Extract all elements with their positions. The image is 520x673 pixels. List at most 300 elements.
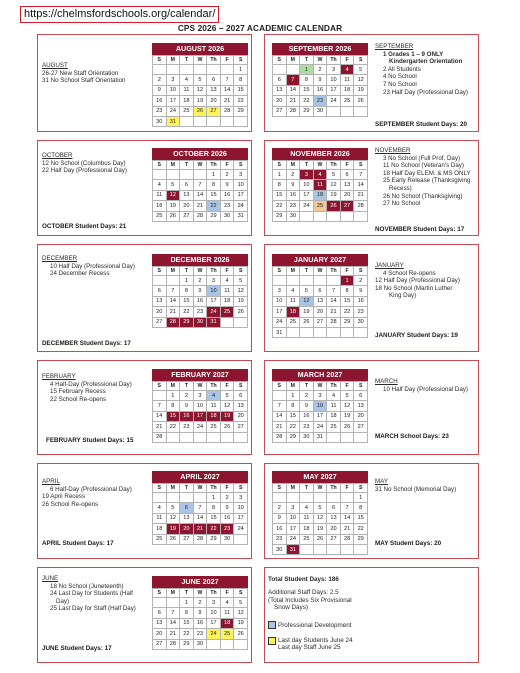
day-cell: 11 — [153, 513, 167, 523]
empty-day-cell — [220, 317, 234, 327]
day-cell: 21 — [193, 524, 207, 534]
day-cell: 25 — [286, 317, 300, 327]
day-cell: 3 — [300, 170, 314, 180]
day-cell: 26 — [193, 106, 207, 116]
student-days-september: SEPTEMBER Student Days: 20 — [375, 121, 468, 128]
weekday-label: S — [153, 56, 167, 65]
day-cell: 19 — [327, 190, 341, 200]
calendar-april-2027 — [152, 471, 248, 545]
day-cell: 3 — [327, 65, 341, 75]
weekday-label: S — [153, 382, 167, 391]
calendar-august-2026 — [152, 43, 248, 127]
empty-day-cell — [273, 65, 287, 75]
day-cell: 8 — [207, 503, 221, 513]
note-line: 27 No School — [383, 200, 421, 208]
day-cell: 28 — [340, 534, 354, 544]
month-header: FEBRUARY 2027 — [152, 369, 248, 381]
calendar-january-2027 — [272, 254, 368, 338]
day-cell: 12 — [234, 608, 248, 618]
empty-day-cell — [193, 65, 207, 75]
empty-day-cell — [354, 432, 368, 442]
day-cell: 21 — [220, 96, 234, 106]
empty-day-cell — [180, 432, 194, 442]
week-row — [153, 411, 248, 421]
empty-day-cell — [180, 116, 194, 126]
month-grid — [272, 55, 368, 117]
day-cell: 12 — [166, 513, 180, 523]
page-title: CPS 2026 – 2027 ACADEMIC CALENDAR — [177, 23, 343, 33]
weekday-label: T — [180, 267, 194, 276]
week-row — [273, 211, 368, 221]
day-cell: 7 — [273, 401, 287, 411]
month-grid — [152, 160, 248, 222]
day-cell: 13 — [180, 513, 194, 523]
note-line: King Day) — [389, 292, 417, 300]
week-row — [153, 629, 248, 639]
legend-last-day — [278, 637, 353, 652]
day-cell: 16 — [354, 296, 368, 306]
day-cell: 15 — [354, 513, 368, 523]
day-cell: 17 — [327, 85, 341, 95]
day-cell: 9 — [180, 401, 194, 411]
week-row — [273, 170, 368, 180]
day-cell: 19 — [220, 411, 234, 421]
empty-day-cell — [286, 65, 300, 75]
day-cell: 27 — [340, 201, 354, 211]
month-grid — [152, 55, 248, 127]
notes-december-head: DECEMBER — [42, 255, 78, 262]
weekday-label: T — [300, 161, 314, 170]
day-cell: 28 — [354, 201, 368, 211]
weekday-label: F — [220, 589, 234, 598]
notes-november-head: NOVEMBER — [375, 147, 411, 154]
weekday-label: S — [153, 589, 167, 598]
day-cell: 23 — [220, 524, 234, 534]
weekday-label: T — [300, 56, 314, 65]
student-days-january: JANUARY Student Days: 19 — [375, 332, 458, 339]
weekday-label: S — [273, 484, 287, 493]
empty-day-cell — [193, 432, 207, 442]
month-grid — [272, 266, 368, 338]
day-cell: 22 — [207, 201, 221, 211]
empty-day-cell — [193, 116, 207, 126]
day-cell: 22 — [166, 422, 180, 432]
day-cell: 2 — [313, 65, 327, 75]
day-cell: 14 — [327, 296, 341, 306]
month-header: AUGUST 2026 — [152, 43, 248, 55]
day-cell: 5 — [354, 65, 368, 75]
day-cell: 29 — [354, 534, 368, 544]
empty-day-cell — [234, 317, 248, 327]
week-row — [273, 544, 368, 554]
weekday-label: S — [273, 382, 287, 391]
weekday-label: T — [300, 267, 314, 276]
day-cell: 18 — [327, 411, 341, 421]
calendar-may-2027 — [272, 471, 368, 555]
month-grid — [152, 381, 248, 443]
day-cell: 28 — [220, 106, 234, 116]
day-cell: 30 — [273, 544, 287, 554]
empty-day-cell — [153, 65, 167, 75]
day-cell: 17 — [193, 411, 207, 421]
day-cell: 15 — [273, 190, 287, 200]
day-cell: 24 — [313, 422, 327, 432]
empty-day-cell — [327, 493, 341, 503]
week-row — [273, 493, 368, 503]
day-cell: 19 — [234, 618, 248, 628]
weekday-label: Th — [207, 56, 221, 65]
day-cell: 24 — [300, 201, 314, 211]
day-cell: 13 — [180, 190, 194, 200]
week-row — [153, 211, 248, 221]
day-cell: 27 — [153, 639, 167, 649]
empty-day-cell — [153, 276, 167, 286]
day-cell: 11 — [286, 296, 300, 306]
month-grid — [152, 483, 248, 545]
day-cell: 19 — [193, 96, 207, 106]
notes-march-head: MARCH — [375, 378, 398, 385]
day-cell: 2 — [273, 503, 287, 513]
day-cell: 31 — [286, 544, 300, 554]
weekday-label: F — [340, 56, 354, 65]
day-cell: 24 — [286, 534, 300, 544]
empty-day-cell — [327, 106, 341, 116]
day-cell: 26 — [234, 629, 248, 639]
day-cell: 12 — [340, 401, 354, 411]
notes-june-head: JUNE — [42, 575, 59, 582]
day-cell: 29 — [340, 317, 354, 327]
day-cell: 12 — [193, 85, 207, 95]
weekday-label: T — [180, 382, 194, 391]
day-cell: 4 — [180, 75, 194, 85]
day-cell: 23 — [193, 307, 207, 317]
day-cell: 16 — [220, 513, 234, 523]
empty-day-cell — [234, 534, 248, 544]
day-cell: 25 — [220, 307, 234, 317]
empty-day-cell — [220, 65, 234, 75]
day-cell: 7 — [327, 286, 341, 296]
week-row — [153, 296, 248, 306]
calendar-december-2026 — [152, 254, 248, 328]
weekday-label: M — [286, 382, 300, 391]
empty-day-cell — [313, 493, 327, 503]
week-row — [153, 513, 248, 523]
weekday-label: S — [354, 382, 368, 391]
week-row — [273, 422, 368, 432]
legend-swatch-blue — [268, 621, 276, 629]
weekday-label: M — [286, 267, 300, 276]
day-cell: 22 — [300, 96, 314, 106]
day-cell: 10 — [234, 180, 248, 190]
note-line: 19 April Recess — [42, 493, 85, 501]
week-row — [153, 65, 248, 75]
url-bar[interactable]: https://chelmsfordschools.org/calendar/ — [20, 6, 219, 23]
student-days-june: JUNE Student Days: 17 — [42, 645, 112, 652]
week-row — [273, 65, 368, 75]
day-cell: 26 — [220, 422, 234, 432]
day-cell: 7 — [286, 75, 300, 85]
empty-day-cell — [153, 391, 167, 401]
empty-day-cell — [313, 276, 327, 286]
day-cell: 28 — [193, 211, 207, 221]
weekday-label: W — [313, 267, 327, 276]
weekday-label: F — [220, 484, 234, 493]
empty-day-cell — [273, 391, 287, 401]
empty-day-cell — [313, 327, 327, 337]
day-cell: 15 — [300, 85, 314, 95]
weekday-label: T — [180, 56, 194, 65]
day-cell: 17 — [166, 96, 180, 106]
day-cell: 22 — [340, 307, 354, 317]
day-cell: 26 — [340, 422, 354, 432]
day-cell: 10 — [207, 608, 221, 618]
note-line: 2 All Students — [383, 65, 421, 73]
note-line: 24 December Recess — [50, 270, 110, 278]
day-cell: 28 — [153, 432, 167, 442]
legend-last-day-students: Last day Students June 24 — [278, 637, 353, 644]
day-cell: 7 — [220, 75, 234, 85]
day-cell: 22 — [180, 307, 194, 317]
day-cell: 2 — [180, 391, 194, 401]
weekday-label: Th — [327, 267, 341, 276]
day-cell: 15 — [166, 411, 180, 421]
empty-day-cell — [153, 598, 167, 608]
day-cell: 20 — [207, 96, 221, 106]
legend-last-day-staff: Last day Staff June 25 — [278, 644, 341, 652]
empty-day-cell — [207, 116, 221, 126]
month-header: OCTOBER 2026 — [152, 148, 248, 160]
day-cell: 26 — [313, 534, 327, 544]
day-cell: 18 — [286, 307, 300, 317]
day-cell: 3 — [273, 286, 287, 296]
day-cell: 8 — [180, 608, 194, 618]
day-cell: 12 — [220, 401, 234, 411]
note-line: 1 Grades 1 – 9 ONLY — [383, 50, 444, 58]
note-line: 23 Half Day (Professional Day) — [383, 88, 468, 96]
day-cell: 21 — [166, 629, 180, 639]
day-cell: 24 — [327, 96, 341, 106]
day-cell: 14 — [166, 296, 180, 306]
note-line: 25 Last Day for Staff (Half Day) — [50, 605, 136, 613]
day-cell: 1 — [180, 276, 194, 286]
day-cell: 11 — [300, 513, 314, 523]
day-cell: 8 — [180, 286, 194, 296]
day-cell: 3 — [286, 503, 300, 513]
student-days-february: FEBRUARY Student Days: 15 — [46, 437, 134, 444]
notes-may — [375, 478, 477, 493]
day-cell: 29 — [300, 106, 314, 116]
day-cell: 24 — [207, 629, 221, 639]
day-cell: 6 — [153, 608, 167, 618]
week-row — [153, 116, 248, 126]
empty-day-cell — [354, 106, 368, 116]
day-cell: 5 — [313, 503, 327, 513]
day-cell: 17 — [273, 307, 287, 317]
note-line: 4 Half-Day (Professional Day) — [50, 380, 132, 388]
day-cell: 4 — [207, 391, 221, 401]
day-cell: 20 — [327, 524, 341, 534]
day-cell: 23 — [273, 534, 287, 544]
day-cell: 26 — [327, 201, 341, 211]
day-cell: 15 — [180, 618, 194, 628]
day-cell: 4 — [340, 65, 354, 75]
weekday-label: W — [193, 267, 207, 276]
note-line: 22 School Re-opens — [50, 395, 107, 403]
day-cell: 10 — [273, 296, 287, 306]
day-cell: 28 — [327, 317, 341, 327]
note-line: 31 No School Staff Orientation — [42, 77, 126, 85]
day-cell: 27 — [273, 106, 287, 116]
day-cell: 3 — [193, 391, 207, 401]
day-cell: 27 — [180, 534, 194, 544]
day-cell: 8 — [273, 180, 287, 190]
day-cell: 31 — [273, 327, 287, 337]
day-cell: 9 — [313, 75, 327, 85]
weekday-label: F — [220, 382, 234, 391]
weekday-label: M — [166, 56, 180, 65]
day-cell: 15 — [286, 411, 300, 421]
day-cell: 6 — [340, 170, 354, 180]
day-cell: 11 — [313, 180, 327, 190]
calendar-february-2027 — [152, 369, 248, 443]
day-cell: 14 — [153, 411, 167, 421]
day-cell: 11 — [220, 286, 234, 296]
day-cell: 22 — [273, 201, 287, 211]
day-cell: 9 — [286, 180, 300, 190]
day-cell: 17 — [234, 513, 248, 523]
empty-day-cell — [340, 493, 354, 503]
day-cell: 19 — [300, 307, 314, 317]
day-cell: 1 — [166, 391, 180, 401]
day-cell: 16 — [286, 190, 300, 200]
weekday-label: S — [234, 267, 248, 276]
weekday-label: S — [354, 161, 368, 170]
day-cell: 30 — [193, 317, 207, 327]
week-row — [273, 85, 368, 95]
day-cell: 24 — [193, 422, 207, 432]
day-cell: 9 — [273, 513, 287, 523]
note-line: 12 No School (Columbus Day) — [42, 159, 126, 167]
note-line: 18 Half Day ELEM. & MS ONLY — [383, 169, 471, 177]
month-header: SEPTEMBER 2026 — [272, 43, 368, 55]
day-cell: 7 — [340, 503, 354, 513]
day-cell: 21 — [340, 524, 354, 534]
additional-staff-days: Additional Staff Days: 2.5 — [268, 589, 339, 597]
day-cell: 6 — [207, 75, 221, 85]
day-cell: 23 — [300, 422, 314, 432]
weekday-label: F — [220, 161, 234, 170]
empty-day-cell — [300, 493, 314, 503]
day-cell: 21 — [193, 201, 207, 211]
weekday-label: S — [234, 382, 248, 391]
empty-day-cell — [354, 544, 368, 554]
day-cell: 1 — [207, 170, 221, 180]
notes-september — [375, 43, 477, 96]
day-cell: 19 — [313, 524, 327, 534]
week-row — [273, 391, 368, 401]
day-cell: 16 — [153, 96, 167, 106]
student-days-november: NOVEMBER Student Days: 17 — [375, 226, 465, 233]
day-cell: 12 — [327, 180, 341, 190]
empty-day-cell — [207, 639, 221, 649]
empty-day-cell — [153, 170, 167, 180]
weekday-label: W — [313, 484, 327, 493]
week-row — [273, 296, 368, 306]
day-cell: 26 — [166, 211, 180, 221]
day-cell: 17 — [313, 411, 327, 421]
calendar-march-2027 — [272, 369, 368, 443]
day-cell: 8 — [166, 401, 180, 411]
day-cell: 5 — [234, 598, 248, 608]
notes-june — [42, 575, 150, 613]
week-row — [273, 411, 368, 421]
day-cell: 21 — [327, 307, 341, 317]
week-row — [273, 75, 368, 85]
empty-day-cell — [166, 493, 180, 503]
week-row — [153, 317, 248, 327]
day-cell: 25 — [207, 422, 221, 432]
week-row — [273, 307, 368, 317]
month-header: NOVEMBER 2026 — [272, 148, 368, 160]
empty-day-cell — [327, 211, 341, 221]
day-cell: 20 — [273, 96, 287, 106]
day-cell: 2 — [300, 391, 314, 401]
day-cell: 26 — [234, 307, 248, 317]
student-days-march: MARCH School Days: 23 — [375, 433, 449, 440]
empty-day-cell — [207, 432, 221, 442]
week-row — [153, 639, 248, 649]
day-cell: 10 — [166, 85, 180, 95]
month-grid — [272, 381, 368, 443]
day-cell: 15 — [234, 85, 248, 95]
day-cell: 9 — [193, 286, 207, 296]
day-cell: 6 — [180, 180, 194, 190]
day-cell: 7 — [166, 286, 180, 296]
day-cell: 30 — [193, 639, 207, 649]
day-cell: 16 — [300, 411, 314, 421]
day-cell: 30 — [313, 106, 327, 116]
day-cell: 1 — [234, 65, 248, 75]
day-cell: 14 — [354, 180, 368, 190]
day-cell: 4 — [313, 170, 327, 180]
month-header: MARCH 2027 — [272, 369, 368, 381]
day-cell: 5 — [340, 391, 354, 401]
week-row — [153, 422, 248, 432]
note-line: 4 No School — [383, 73, 417, 81]
day-cell: 10 — [193, 401, 207, 411]
day-cell: 25 — [300, 534, 314, 544]
day-cell: 9 — [354, 286, 368, 296]
day-cell: 10 — [313, 401, 327, 411]
empty-day-cell — [327, 276, 341, 286]
day-cell: 11 — [207, 401, 221, 411]
weekday-label: F — [220, 267, 234, 276]
note-line: 6 Half-Day (Professional Day) — [50, 485, 132, 493]
week-row — [153, 276, 248, 286]
day-cell: 25 — [340, 96, 354, 106]
empty-day-cell — [234, 116, 248, 126]
day-cell: 12 — [313, 513, 327, 523]
day-cell: 14 — [166, 618, 180, 628]
day-cell: 6 — [180, 503, 194, 513]
weekday-label: M — [166, 484, 180, 493]
week-row — [153, 307, 248, 317]
note-line: 7 No School — [383, 80, 417, 88]
day-cell: 19 — [234, 296, 248, 306]
day-cell: 30 — [354, 317, 368, 327]
day-cell: 24 — [166, 106, 180, 116]
week-row — [273, 327, 368, 337]
